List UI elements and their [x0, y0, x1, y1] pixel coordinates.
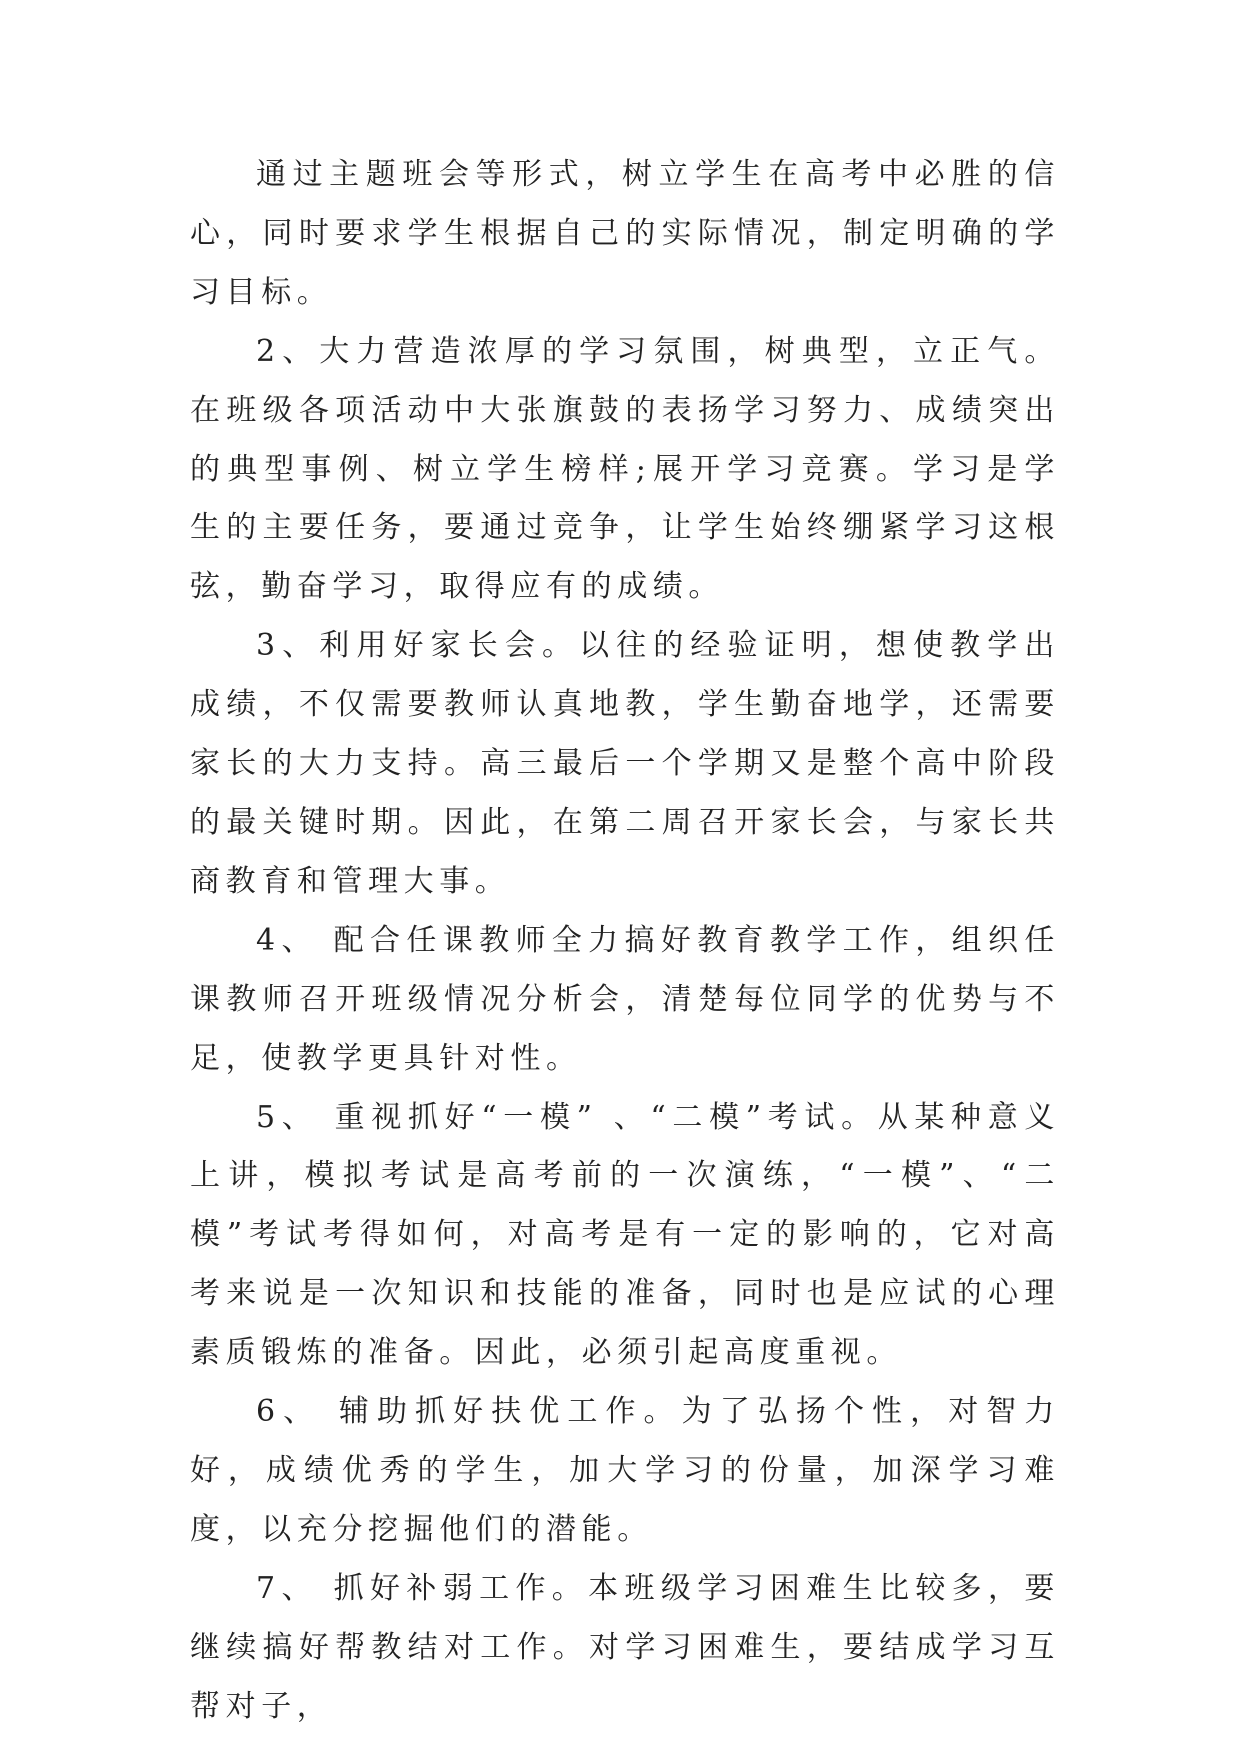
paragraph-item-4: 4、 配合任课教师全力搞好教育教学工作，组织任课教师召开班级情况分析会，清楚每位同学的优势与不足，使教学更具针对性。 — [190, 922, 1060, 1076]
paragraph-item-6: 6、 辅助抓好扶优工作。为了弘扬个性，对智力好，成绩优秀的学生，加大学习的份量，加深学习难度，以充分挖掘他们的潜能。 — [190, 1394, 1060, 1547]
document-body — [190, 146, 1060, 1736]
paragraph-intro: 通过主题班会等形式，树立学生在高考中必胜的信心，同时要求学生根据自己的实际情况，制定明确的学习目标。 — [190, 157, 1060, 310]
paragraph-item-3: 3、利用好家长会。以往的经验证明，想使教学出成绩，不仅需要教师认真地教，学生勤奋地学，还需要家长的大力支持。高三最后一个学期又是整个高中阶段的最关键时期。因此，在第二周召开家长会，与家长共商教育和管理大事。 — [190, 628, 1060, 899]
paragraph-item-5: 5、 重视抓好“一模” 、“二模”考试。从某种意义上讲，模拟考试是高考前的一次演练，“一模”、“二模”考试考得如何，对高考是有一定的影响的，它对高考来说是一次知识和技能的准备，同时也是应试的心理素质锻炼的准备。因此，必须引起高度重视。 — [190, 1099, 1060, 1371]
paragraph-item-7: 7、 抓好补弱工作。本班级学习困难生比较多，要继续搞好帮教结对工作。对学习困难生，要结成学习互帮对子， — [190, 1570, 1060, 1724]
paragraph-item-2: 2、大力营造浓厚的学习氛围，树典型，立正气。在班级各项活动中大张旗鼓的表扬学习努力、成绩突出的典型事例、树立学生榜样;展开学习竞赛。学习是学生的主要任务，要通过竞争，让学生始终绷紧学习这根弦，勤奋学习，取得应有的成绩。 — [190, 333, 1060, 605]
